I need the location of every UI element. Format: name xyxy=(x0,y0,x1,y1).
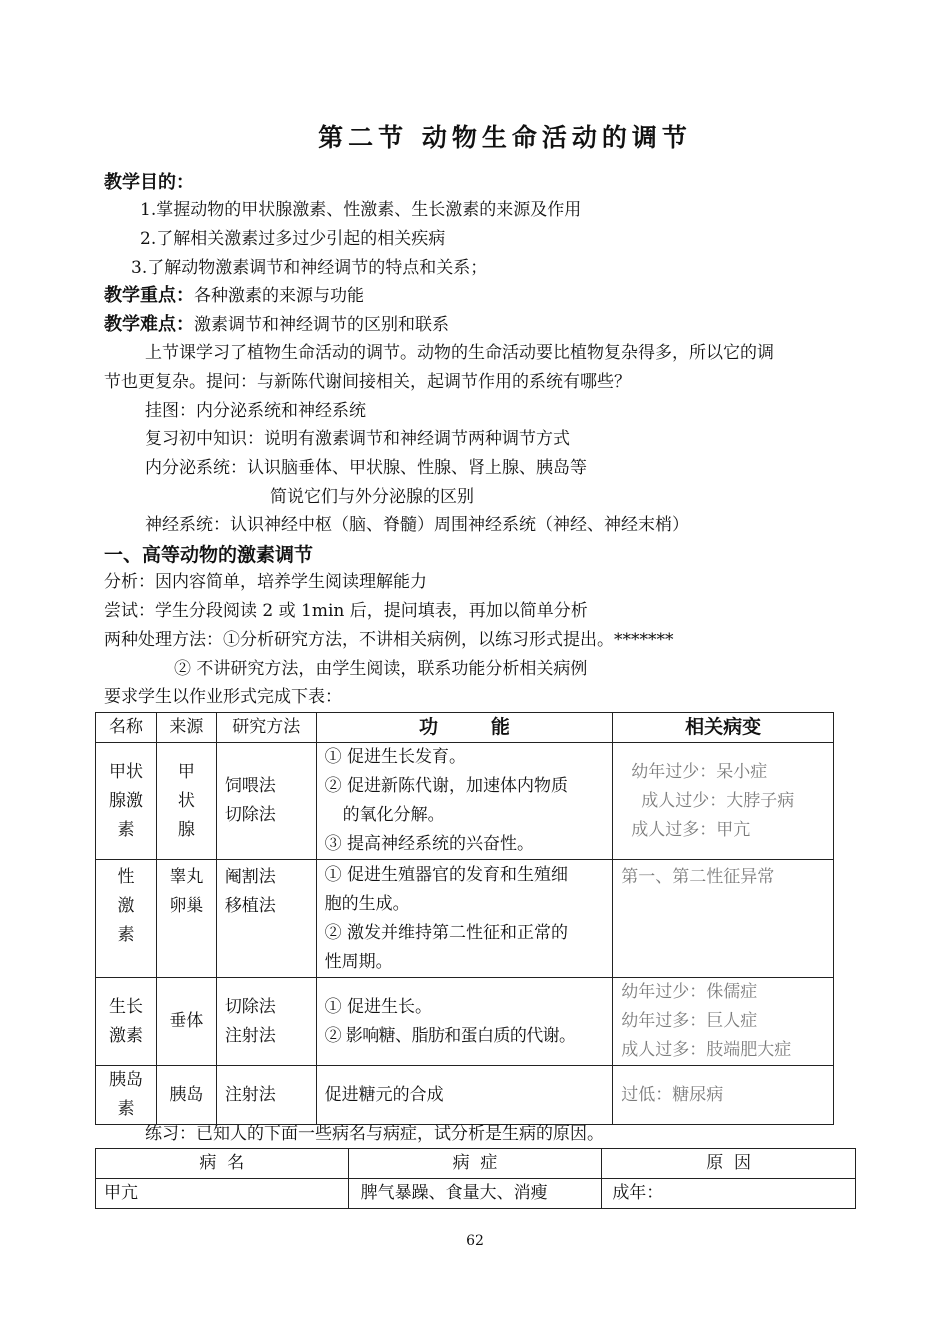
cell-text: 切除法 xyxy=(224,996,276,1017)
cell-text: 注射法 xyxy=(224,1084,276,1105)
header-method: 研究方法 xyxy=(216,713,316,743)
table-row xyxy=(96,1066,834,1125)
page-number: 62 xyxy=(466,1233,484,1249)
cell-source xyxy=(156,1066,216,1125)
cell-text: ① 促进生长发育。 xyxy=(324,747,467,767)
exercise-table xyxy=(95,1148,856,1209)
cell-text: 激素 xyxy=(108,1025,143,1046)
cell-function xyxy=(316,1066,613,1125)
cell-text: 幼年过少：侏儒症 xyxy=(621,982,758,1002)
cell-text: ② 激发并维持第二性征和正常的 xyxy=(324,923,569,943)
table-row xyxy=(96,860,834,978)
section-heading: 一、高等动物的激素调节 xyxy=(104,544,314,566)
header-disease-name: 病 名 xyxy=(96,1149,349,1179)
intro-line-3: 挂图：内分泌系统和神经系统 xyxy=(145,401,366,421)
cell-text: 成人过多：肢端肥大症 xyxy=(621,1040,792,1060)
cell-function xyxy=(316,860,613,978)
cell-symptom: 脾气暴躁、食量大、消瘦 xyxy=(348,1179,602,1209)
key-point xyxy=(104,282,364,310)
cell-text: 移植法 xyxy=(224,896,276,916)
cell-cause: 成年： xyxy=(602,1179,856,1209)
cell-name xyxy=(96,860,157,978)
cell-name xyxy=(96,978,157,1066)
key-point-text: 各种激素的来源与功能 xyxy=(194,286,364,306)
cell-text: ③ 提高神经系统的兴奋性。 xyxy=(324,834,535,854)
cell-text: 切除法 xyxy=(224,805,276,825)
difficult-point-text: 激素调节和神经调节的区别和联系 xyxy=(194,315,449,335)
table-header-row xyxy=(96,713,834,743)
section-line-5: 要求学生以作业形式完成下表： xyxy=(104,687,342,707)
intro-line-7: 神经系统：认识神经中枢（脑、脊髓）周围神经系统（神经、神经末梢） xyxy=(145,515,689,535)
cell-source xyxy=(156,978,216,1066)
cell-disease xyxy=(613,978,834,1066)
section-line-2: 尝试：学生分段阅读 2 或 1min 后，提问填表，再加以简单分析 xyxy=(104,601,588,621)
header-name: 名称 xyxy=(96,713,157,743)
table-row xyxy=(96,743,834,860)
cell-text: 成人过多：甲亢 xyxy=(631,819,751,840)
cell-text: 胰岛 xyxy=(108,1070,143,1090)
page-title: 第二节 动物生命活动的调节 xyxy=(318,123,692,152)
cell-disease xyxy=(613,860,834,978)
intro-line-6: 简说它们与外分泌腺的区别 xyxy=(270,487,474,507)
difficult-point-label: 教学难点： xyxy=(104,314,194,335)
cell-disease-name: 甲亢 xyxy=(96,1179,349,1209)
cell-text: 甲状 xyxy=(108,761,143,782)
cell-method xyxy=(216,978,316,1066)
table-row xyxy=(96,978,834,1066)
cell-text: 睾丸 xyxy=(169,867,204,887)
cell-text: 状 xyxy=(177,790,195,811)
cell-text: 垂体 xyxy=(169,1011,204,1031)
cell-text: 胞的生成。 xyxy=(324,894,410,914)
section-line-1: 分析：因内容简单，培养学生阅读理解能力 xyxy=(104,572,427,592)
cell-text: 卵巢 xyxy=(169,896,204,916)
cell-text: 性周期。 xyxy=(324,952,393,972)
objective-item-3: 3.了解动物激素调节和神经调节的特点和关系； xyxy=(131,258,488,278)
cell-text: 第一、第二性征异常 xyxy=(621,867,775,887)
cell-text: 饲喂法 xyxy=(224,776,276,796)
header-symptom: 病 症 xyxy=(348,1149,602,1179)
cell-text: 激 xyxy=(117,896,135,916)
cell-text: 腺 xyxy=(177,819,195,840)
cell-text: 胰岛 xyxy=(169,1084,204,1105)
intro-line-2: 节也更复杂。提问：与新陈代谢间接相关，起调节作用的系统有哪些？ xyxy=(104,372,631,392)
cell-name xyxy=(96,743,157,860)
section-line-4: ② 不讲研究方法，由学生阅读，联系功能分析相关病例 xyxy=(174,659,588,679)
cell-method xyxy=(216,1066,316,1125)
cell-text: 素 xyxy=(117,819,135,840)
section-line-3: 两种处理方法：①分析研究方法，不讲相关病例，以练习形式提出。******* xyxy=(104,630,674,650)
hormone-table xyxy=(95,712,834,1125)
cell-text: 促进糖元的合成 xyxy=(324,1084,444,1105)
cell-function xyxy=(316,978,613,1066)
header-disease: 相关病变 xyxy=(613,713,834,743)
difficult-point xyxy=(104,311,449,339)
table-header-row xyxy=(96,1149,856,1179)
cell-text: 性 xyxy=(117,867,135,887)
cell-disease xyxy=(613,743,834,860)
cell-method xyxy=(216,860,316,978)
intro-line-5: 内分泌系统：认识脑垂体、甲状腺、性腺、肾上腺、胰岛等 xyxy=(145,458,587,478)
cell-text: ① 促进生长。 xyxy=(324,996,433,1017)
header-cause: 原 因 xyxy=(602,1149,856,1179)
cell-text: 生长 xyxy=(108,996,143,1017)
cell-text: 的氧化分解。 xyxy=(342,805,445,825)
exercise-text: 练习：已知人的下面一些病名与病症，试分析是生病的原因。 xyxy=(145,1124,604,1144)
header-source: 来源 xyxy=(156,713,216,743)
intro-line-4: 复习初中知识：说明有激素调节和神经调节两种调节方式 xyxy=(145,429,570,449)
cell-text: ② 影响糖、脂肪和蛋白质的代谢。 xyxy=(324,1025,576,1046)
cell-text: 素 xyxy=(117,1099,135,1119)
intro-line-1: 上节课学习了植物生命活动的调节。动物的生命活动要比植物复杂得多，所以它的调 xyxy=(145,343,774,363)
cell-source xyxy=(156,743,216,860)
cell-name xyxy=(96,1066,157,1125)
cell-text: 幼年过多：巨人症 xyxy=(621,1011,758,1031)
cell-function xyxy=(316,743,613,860)
cell-text: 成人过少：大脖子病 xyxy=(641,790,795,811)
cell-text: 腺激 xyxy=(108,790,143,811)
table-row xyxy=(96,1179,856,1209)
objectives-heading: 教学目的： xyxy=(104,172,194,193)
cell-disease xyxy=(613,1066,834,1125)
cell-text: ① 促进生殖器官的发育和生殖细 xyxy=(324,865,569,885)
cell-text: ② 促进新陈代谢，加速体内物质 xyxy=(324,776,569,796)
cell-method xyxy=(216,743,316,860)
header-function: 功 能 xyxy=(316,713,613,743)
cell-text: 甲 xyxy=(177,761,195,782)
key-point-label: 教学重点： xyxy=(104,285,194,306)
cell-text: 幼年过少：呆小症 xyxy=(631,761,768,782)
cell-source xyxy=(156,860,216,978)
objective-item-2: 2.了解相关激素过多过少引起的相关疾病 xyxy=(140,229,446,249)
cell-text: 注射法 xyxy=(224,1025,276,1046)
cell-text: 过低：糖尿病 xyxy=(621,1084,724,1105)
cell-text: 阉割法 xyxy=(224,867,276,887)
objective-item-1: 1.掌握动物的甲状腺激素、性激素、生长激素的来源及作用 xyxy=(140,200,582,220)
cell-text: 素 xyxy=(117,925,135,945)
